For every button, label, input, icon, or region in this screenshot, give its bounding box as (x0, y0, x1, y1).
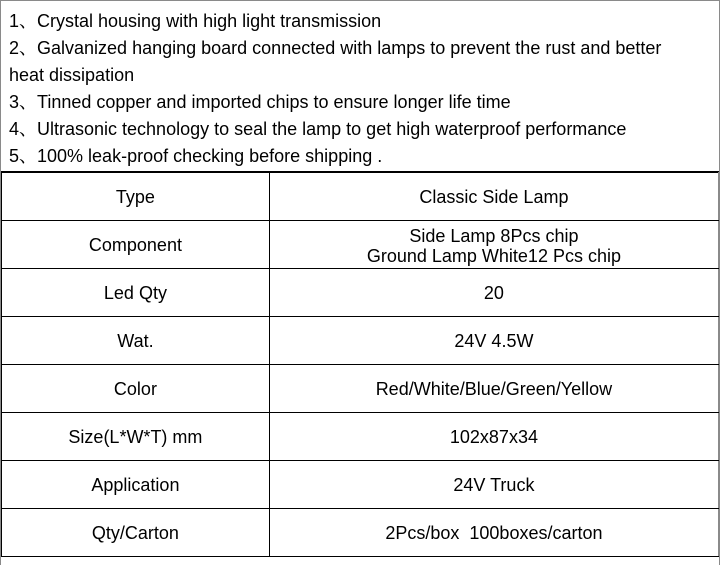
spec-label: Type (2, 173, 270, 221)
table-row (2, 509, 719, 557)
feature-line: 5、100% leak-proof checking before shipping . (9, 146, 383, 166)
spec-value: 24V Truck (269, 461, 718, 509)
spec-value: 20 (269, 269, 718, 317)
component-line: Side Lamp 8Pcs chip (409, 226, 579, 246)
feature-line: heat dissipation (9, 65, 135, 85)
spec-label: Wat. (2, 317, 270, 365)
table-row (2, 317, 719, 365)
spec-label: Component (2, 221, 270, 269)
spec-label: Color (2, 365, 270, 413)
feature-line: 1、Crystal housing with high light transmission (9, 11, 382, 31)
spec-table (1, 172, 719, 557)
component-value-wrap (270, 221, 718, 268)
spec-label: Application (2, 461, 270, 509)
spec-label: Qty/Carton (2, 509, 270, 557)
table-row (2, 461, 719, 509)
feature-line: 2、Galvanized hanging board connected with lamps to prevent the rust and better (9, 38, 662, 58)
spec-value: 2Pcs/box 100boxes/carton (269, 509, 718, 557)
feature-line: 4、Ultrasonic technology to seal the lamp to get high waterproof performance (9, 119, 627, 139)
table-row (2, 221, 719, 269)
table-row (2, 269, 719, 317)
table-row (2, 365, 719, 413)
table-row (2, 413, 719, 461)
feature-line: 3、Tinned copper and imported chips to ensure longer life time (9, 92, 511, 112)
spec-label: Led Qty (2, 269, 270, 317)
spec-value: 24V 4.5W (269, 317, 718, 365)
spec-value: Classic Side Lamp (269, 173, 718, 221)
component-line: Ground Lamp White12 Pcs chip (366, 246, 621, 266)
spec-value: Red/White/Blue/Green/Yellow (269, 365, 718, 413)
spec-value: 102x87x34 (269, 413, 718, 461)
table-row (2, 173, 719, 221)
feature-list (1, 0, 719, 172)
spec-value (269, 221, 718, 269)
spec-label: Size(L*W*T) mm (2, 413, 270, 461)
